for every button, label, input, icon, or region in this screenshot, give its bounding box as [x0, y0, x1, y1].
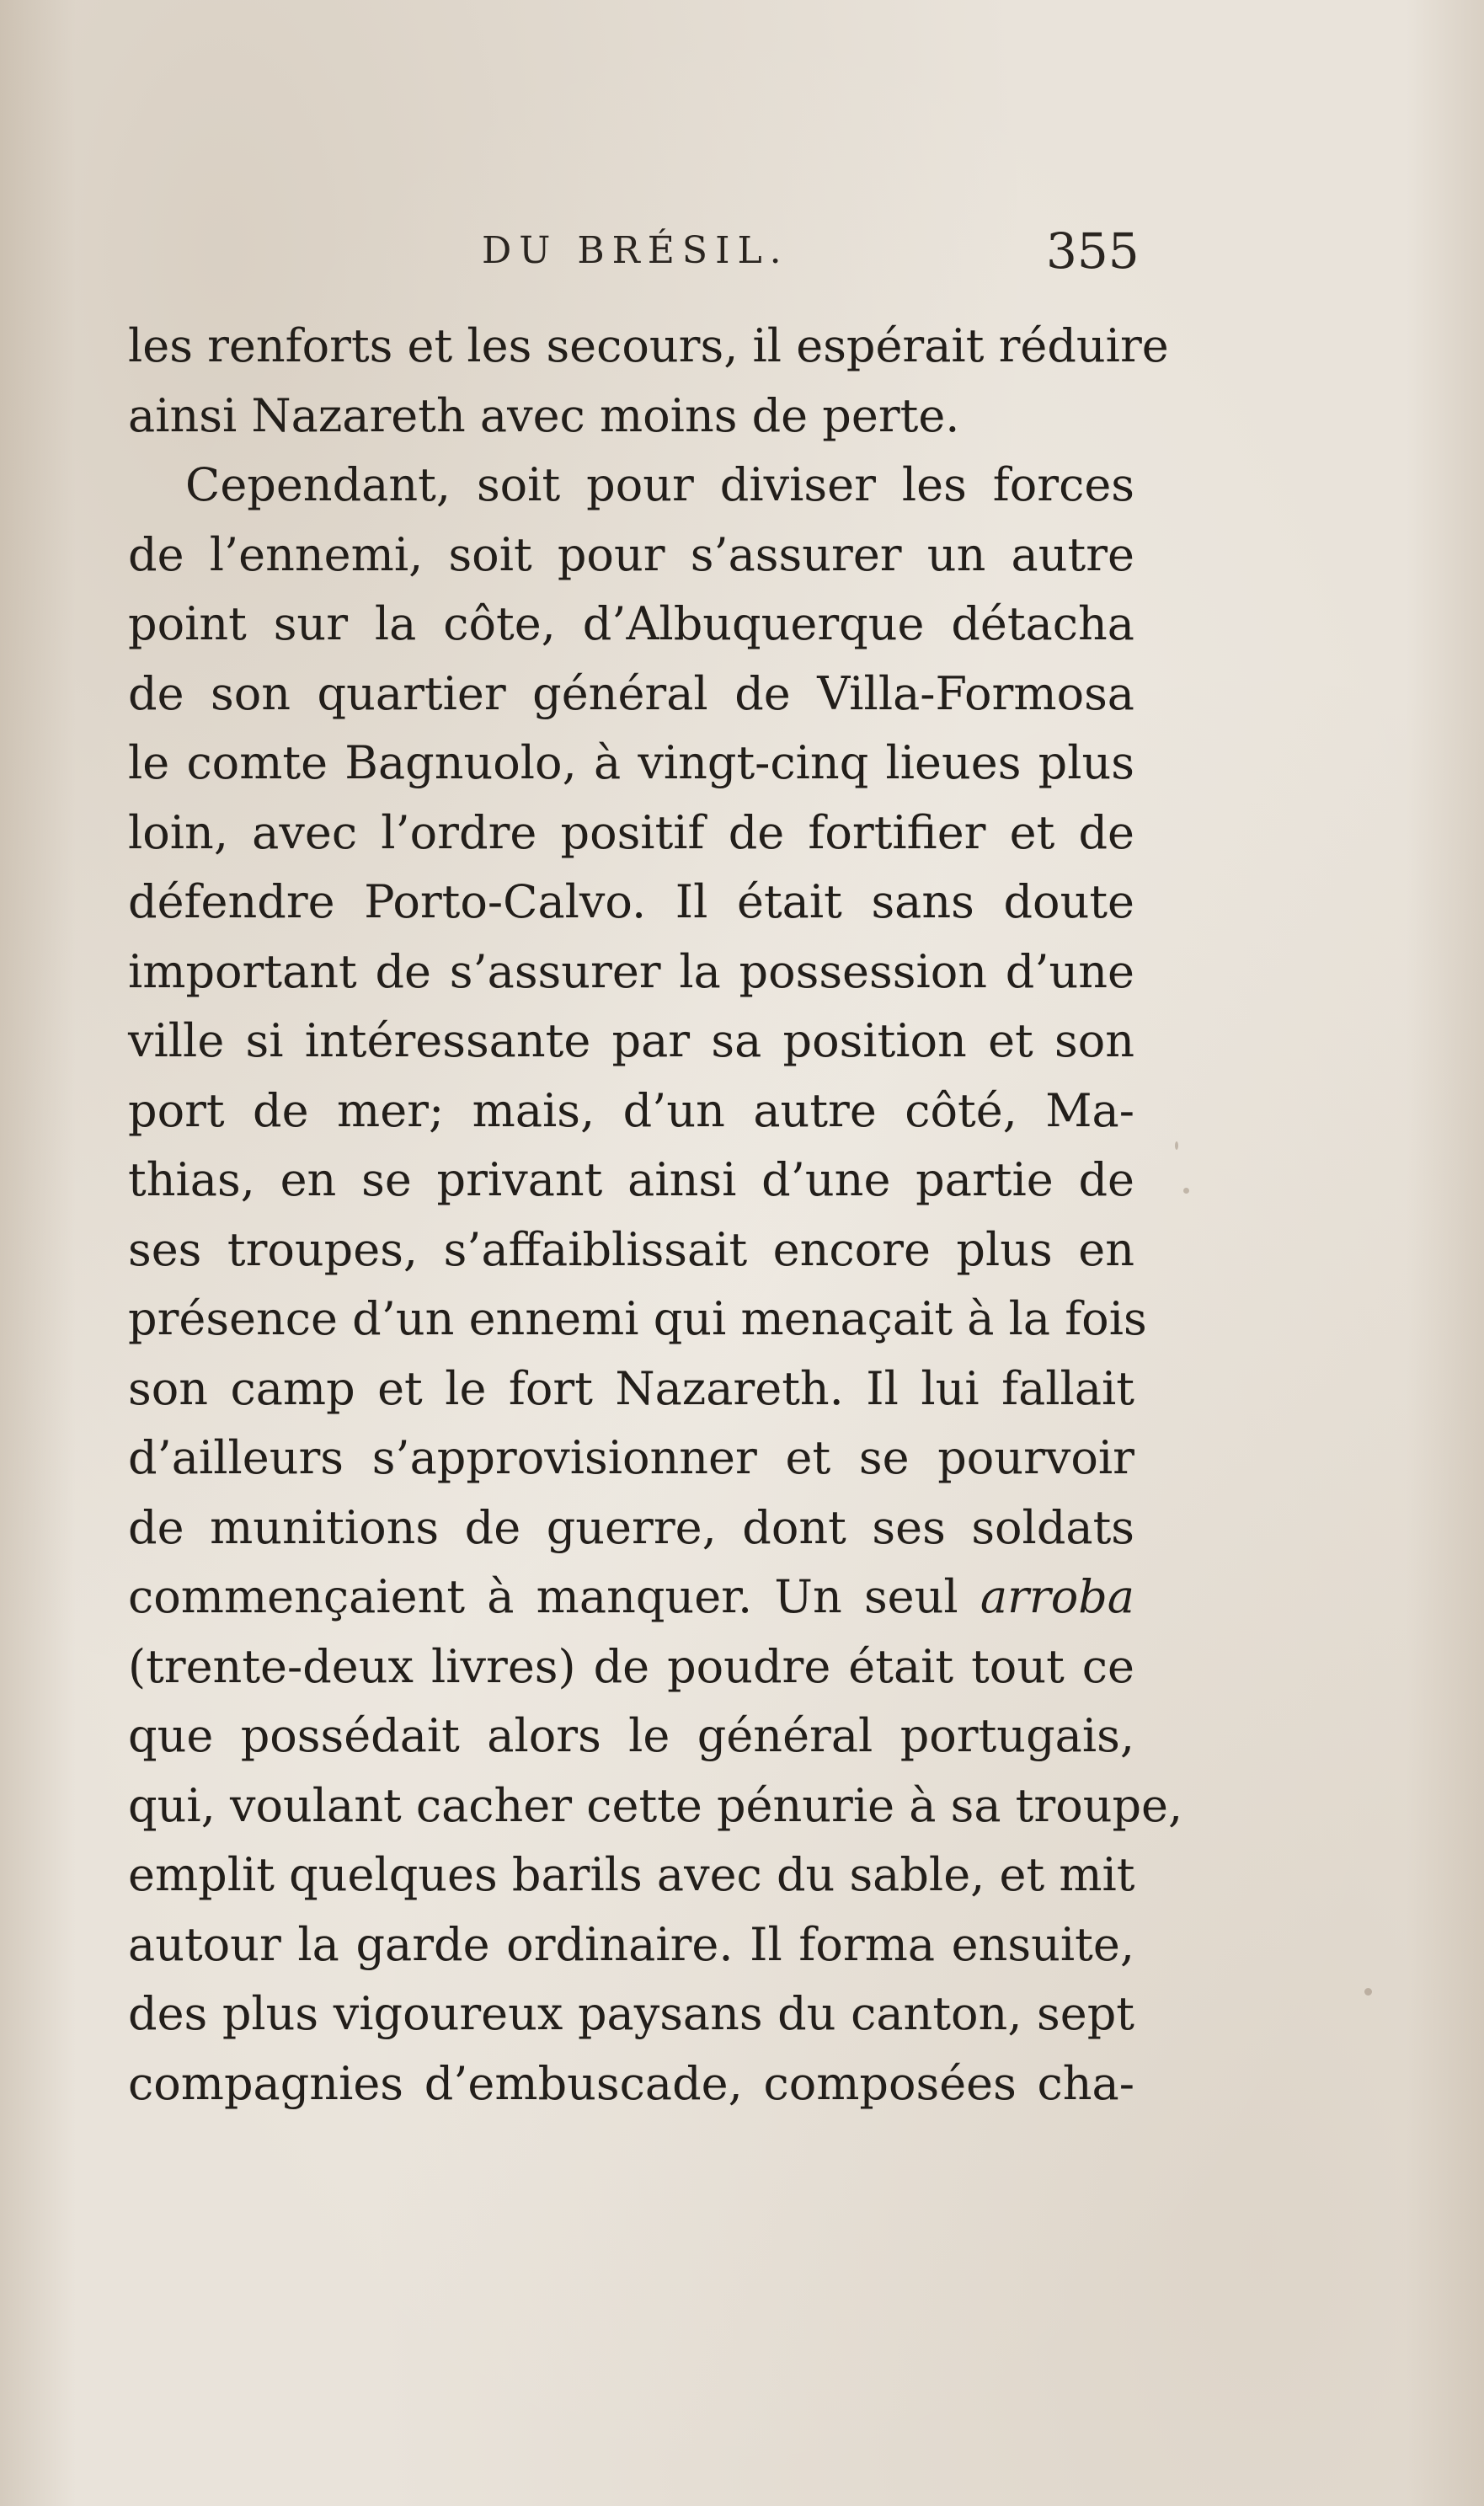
- paper-speck: [1175, 1141, 1178, 1150]
- body-text: [128, 312, 1183, 2119]
- page-number: 355: [1046, 222, 1140, 280]
- text-line-lead: commençaient à manquer. Un seul: [128, 1570, 958, 1623]
- text-line: de son quartier général de Villa-Formosa: [128, 666, 1134, 720]
- paper-speck: [1183, 1188, 1189, 1194]
- text-line: qui, voulant cacher cette pénurie à sa troupe,: [128, 1778, 1183, 1832]
- running-head: [128, 222, 1140, 288]
- text-line: défendre Porto-Calvo. Il était sans doute: [128, 875, 1134, 928]
- paper-speck: [1364, 1988, 1372, 1996]
- text-line: important de s’assurer la possession d’une: [128, 944, 1134, 998]
- text-line: le comte Bagnuolo, à vingt-cinq lieues plus: [128, 736, 1134, 789]
- text-line: ses troupes, s’affaiblissait encore plus en: [128, 1222, 1134, 1276]
- text-line: thias, en se privant ainsi d’une partie de: [128, 1153, 1134, 1206]
- text-line: loin, avec l’ordre positif de fortifier et de: [128, 805, 1134, 859]
- text-line: emplit quelques barils avec du sable, et mit: [128, 1848, 1135, 1901]
- text-line: ville si intéressante par sa position et son: [128, 1014, 1134, 1067]
- text-line: point sur la côte, d’Albuquerque détacha: [128, 597, 1134, 650]
- text-line: présence d’un ennemi qui menaçait à la fois: [128, 1292, 1147, 1345]
- text-line: compagnies d’embuscade, composées cha-: [128, 2056, 1134, 2110]
- text-line: (trente-deux livres) de poudre était tout ce: [128, 1639, 1134, 1693]
- text-line: les renforts et les secours, il espérait réduire: [128, 319, 1169, 372]
- text-line: d’ailleurs s’approvisionner et se pourvoir: [128, 1431, 1134, 1484]
- text-line: son camp et le fort Nazareth. Il lui fallait: [128, 1361, 1134, 1415]
- text-line: que possédait alors le général portugais,: [128, 1709, 1134, 1762]
- running-title: DU BRÉSIL.: [482, 229, 789, 272]
- text-line: ainsi Nazareth avec moins de perte.: [128, 388, 960, 442]
- text-line: de l’ennemi, soit pour s’assurer un autre: [128, 527, 1134, 581]
- text-line: port de mer; mais, d’un autre côté, Ma-: [128, 1083, 1134, 1137]
- italic-term: arroba: [980, 1570, 1134, 1623]
- text-line: des plus vigoureux paysans du canton, sept: [128, 1987, 1134, 2040]
- text-line-with-italic: [128, 1563, 1134, 1632]
- text-line: Cependant, soit pour diviser les forces: [185, 458, 1134, 511]
- text-line: de munitions de guerre, dont ses soldats: [128, 1500, 1134, 1554]
- text-line: autour la garde ordinaire. Il forma ensuite,: [128, 1917, 1134, 1971]
